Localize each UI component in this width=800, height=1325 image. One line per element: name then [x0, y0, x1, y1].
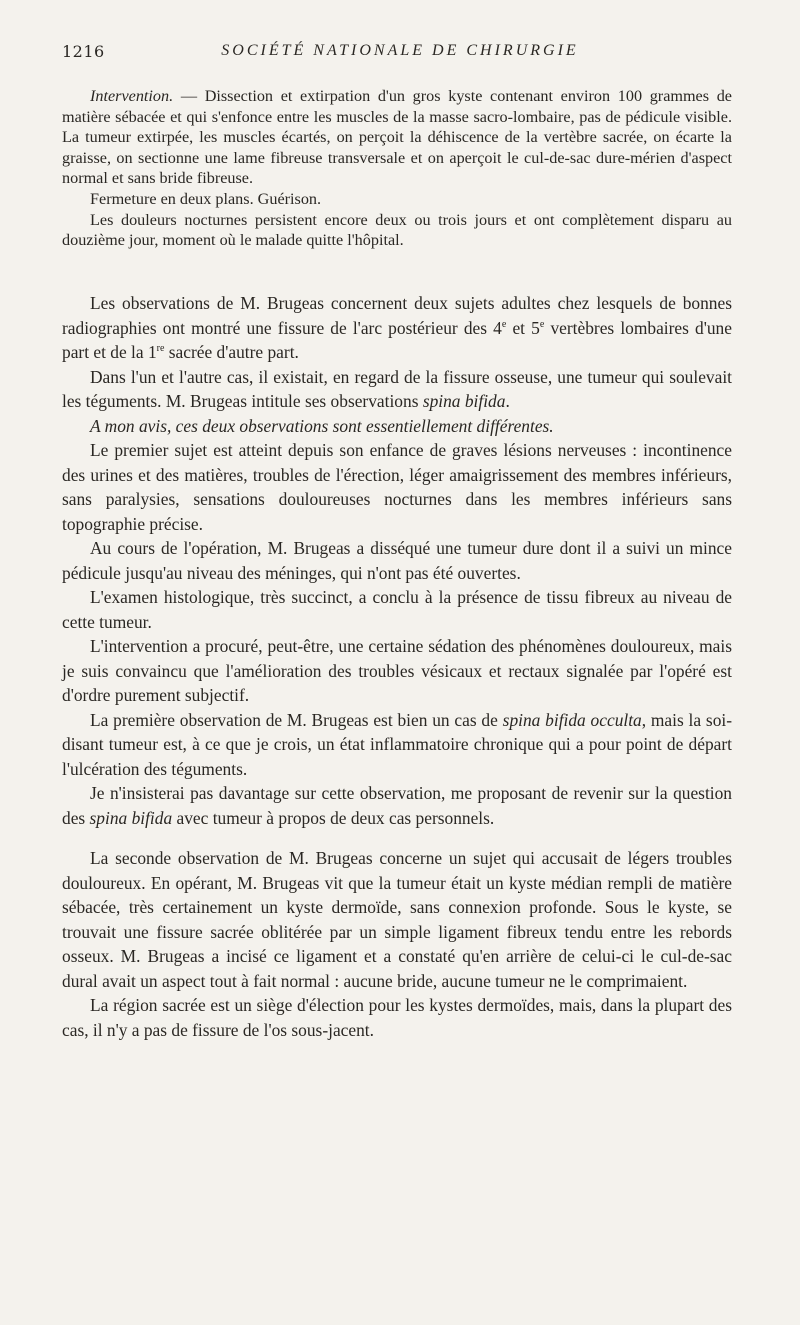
superscript: e — [501, 318, 507, 330]
intervention-lead: Intervention. — [90, 87, 174, 105]
text-run: . — [505, 391, 510, 411]
paragraph-operation: Au cours de l'opération, M. Brugeas a disséqué une tumeur dure dont il a suivi un mince pédicule jusqu'au niveau des méninges, qui n'ont pas été ouvertes. — [62, 538, 732, 583]
text-run: Je n'insisterai pas davantage sur cette observation, me proposant de revenir sur la question des — [62, 783, 732, 828]
text-run: La première observation de M. Brugeas est bien un cas de — [90, 709, 503, 730]
discussion-block — [62, 291, 732, 1042]
paragraph-insist — [62, 781, 732, 830]
case-paragraph-intervention — [62, 86, 732, 189]
text-run: Dans l'un et l'autre cas, il existait, en regard de la fissure osseuse, une tumeur qui soulevait les téguments. M. Brugeas intitule ses observations — [62, 366, 732, 411]
paragraph-second-observation: La seconde observation de M. Brugeas concerne un sujet qui accusait de légers troubles douloureux. En opérant, M. Brugeas vit que la tumeur était un kyste médian rempli de matière sébacée, très certainement un kyste dermoïde, sans connexion profonde. Sous le kyste, se trouvait une fissure sacrée oblitérée par un simple ligament fibreux tendu entre les rebords osseux. M. Brugeas a incisé ce ligament et a constaté qu'en arrière de celui-ci le cul-de-sac dural avait un aspect tout à fait normal : aucune bride, aucune tumeur ne le comprimaient. — [62, 848, 732, 991]
italic-term: spina bifida occulta — [502, 709, 642, 730]
paragraph-sacral-region: La région sacrée est un siège d'élection pour les kystes dermoïdes, mais, dans la plupart des cas, il n'y a pas de fissure de l'os sous-jacent. — [62, 995, 732, 1040]
case-report-block — [62, 86, 732, 251]
paragraph-first-observation — [62, 708, 732, 782]
paragraph-opinion — [62, 414, 732, 439]
running-title: SOCIÉTÉ NATIONALE DE CHIRURGIE — [221, 42, 579, 59]
intervention-text: — Dissection et extirpation d'un gros kyste contenant environ 100 grammes de matière sébacée et qui s'enfonce entre les muscles de la masse sacro-lombaire, pas de pédicule visible. La tumeur extirpée, les muscles écartés, on perçoit la déhiscence de la vertèbre sacrée, on écarte la graisse, on sectionne une lame fibreuse transversale et on aperçoit le cul-de-sac dure-mérien d'aspect normal et sans bride fibreuse. — [62, 87, 732, 188]
italic-term: spina bifida — [89, 807, 173, 828]
page-number: 1216 — [62, 42, 105, 61]
paragraph-observations — [62, 291, 732, 365]
superscript: e — [539, 318, 545, 330]
text-run: Les observations de M. Brugeas concernent deux sujets adultes chez lesquels de bonnes radiographies ont montré une fissure de l'arc postérieur des 4 — [62, 293, 732, 338]
italic-statement: A mon avis, ces deux observations sont essentiellement différentes. — [90, 415, 554, 436]
case-paragraph-closure: Fermeture en deux plans. Guérison. — [90, 189, 322, 208]
italic-term: spina bifida — [422, 391, 506, 411]
page-header — [62, 42, 738, 66]
text-run: et 5 — [506, 317, 540, 338]
text-run: avec tumeur à propos de deux cas personnels. — [172, 807, 495, 828]
paragraph-first-subject: Le premier sujet est atteint depuis son enfance de graves lésions nerveuses : incontinence des urines et des matières, troubles de l'érection, léger amaigrissement des membres inférieurs, sans paralysies, sensations douloureuses nocturnes dans les membres inférieurs sans topographie précise. — [62, 440, 732, 534]
paragraph-intervention-effect: L'intervention a procuré, peut-être, une certaine sédation des phénomènes douloureux, mais je suis convaincu que l'amélioration des troubles vésicaux et rectaux signalée par l'opéré est d'ordre purement subjectif. — [62, 636, 732, 705]
paragraph-tumour — [62, 365, 732, 414]
superscript: re — [156, 343, 165, 355]
text-run: , mais la soi-disant tumeur est, à ce que je crois, un état inflammatoire chronique qui a pour point de départ l'ulcération des téguments. — [62, 709, 733, 779]
paragraph-histology: L'examen histologique, très succinct, a conclu à la présence de tissu fibreux au niveau de cette tumeur. — [62, 587, 732, 632]
text-run: vertèbres lombaires d'une part et de la 1 — [62, 317, 732, 362]
case-paragraph-outcome: Les douleurs nocturnes persistent encore deux ou trois jours et ont complètement disparu au douzième jour, moment où le malade quitte l'hôpital. — [62, 210, 732, 250]
text-run: sacrée d'autre part. — [164, 342, 299, 362]
